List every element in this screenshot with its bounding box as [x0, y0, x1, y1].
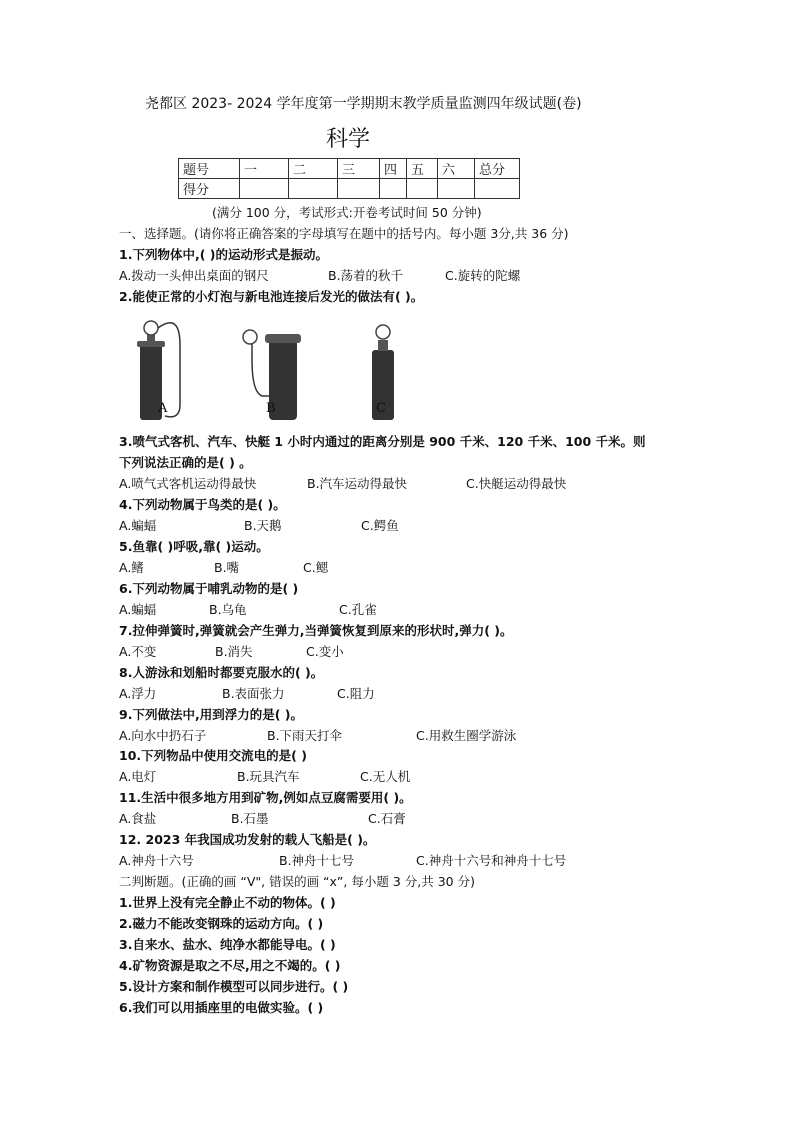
q4-option-a[interactable]: A.蝙蝠	[119, 518, 157, 533]
q12-option-a[interactable]: A.神舟十六号	[119, 853, 194, 868]
q6-stem: 6.下列动物属于哺乳动物的是( )	[119, 581, 299, 596]
q7-option-b[interactable]: B.消失	[215, 644, 253, 659]
figure-label-b: B	[266, 401, 276, 416]
q7-option-a[interactable]: A.不变	[119, 644, 157, 659]
judgment-item[interactable]: 1.世界上没有完全静止不动的物体。( )	[119, 895, 336, 910]
q9-option-a[interactable]: A.向水中扔石子	[119, 728, 207, 743]
q6-option-a[interactable]: A.蝙蝠	[119, 602, 157, 617]
q9-stem: 9.下列做法中,用到浮力的是( )。	[119, 707, 303, 722]
bulb-icon	[243, 330, 257, 344]
q3-option-a[interactable]: A.喷气式客机运动得最快	[119, 476, 257, 491]
q1-option-c[interactable]: C.旋转的陀螺	[445, 268, 521, 283]
table-cell: 题号	[179, 159, 240, 179]
q12-option-b[interactable]: B.神舟十七号	[279, 853, 355, 868]
figure-label-c: C	[376, 401, 386, 416]
table-cell: 五	[407, 159, 438, 179]
judgment-item[interactable]: 3.自来水、盐水、纯净水都能导电。( )	[119, 937, 336, 952]
q8-option-a[interactable]: A.浮力	[119, 686, 157, 701]
q6-option-b[interactable]: B.乌龟	[209, 602, 247, 617]
table-cell: 一	[240, 159, 289, 179]
bulb-icon	[144, 321, 158, 335]
q1-stem: 1.下列物体中,( )的运动形式是振动。	[119, 247, 328, 262]
section2-heading: 二判断题。(正确的画 “V", 错误的画 “x”, 每小题 3 分,共 30 分)	[119, 874, 475, 889]
table-cell: 四	[380, 159, 407, 179]
judgment-item[interactable]: 5.设计方案和制作模型可以同步进行。( )	[119, 979, 349, 994]
q11-option-a[interactable]: A.食盐	[119, 811, 157, 826]
q4-option-c[interactable]: C.鳄鱼	[361, 518, 399, 533]
q11-stem: 11.生活中很多地方用到矿物,例如点豆腐需要用( )。	[119, 790, 412, 805]
q7-option-c[interactable]: C.变小	[306, 644, 344, 659]
battery-cap-icon	[265, 334, 301, 343]
table-cell: 二	[289, 159, 338, 179]
table-cell: 总分	[475, 159, 520, 179]
q3-option-b[interactable]: B.汽车运动得最快	[307, 476, 408, 491]
figure-label-a: A	[158, 401, 168, 416]
q8-option-b[interactable]: B.表面张力	[222, 686, 285, 701]
q10-option-c[interactable]: C.无人机	[360, 769, 411, 784]
q1-option-b[interactable]: B.荡着的秋千	[328, 268, 404, 283]
q8-option-c[interactable]: C.阻力	[337, 686, 375, 701]
q3-stem-line2: 下列说法正确的是( ) 。	[119, 455, 252, 470]
q6-option-c[interactable]: C.孔雀	[339, 602, 377, 617]
q11-option-c[interactable]: C.石膏	[368, 811, 406, 826]
q5-option-a[interactable]: A.鳍	[119, 560, 144, 575]
judgment-item[interactable]: 2.磁力不能改变钢珠的运动方向。( )	[119, 916, 324, 931]
q5-stem: 5.鱼靠( )呼吸,靠( )运动。	[119, 539, 269, 554]
q12-option-c[interactable]: C.神舟十六号和神舟十七号	[416, 853, 567, 868]
q10-option-a[interactable]: A.电灯	[119, 769, 157, 784]
q3-option-c[interactable]: C.快艇运动得最快	[466, 476, 567, 491]
q5-option-c[interactable]: C.鳃	[303, 560, 329, 575]
table-cell: 六	[438, 159, 475, 179]
judgment-item[interactable]: 4.矿物资源是取之不尽,用之不竭的。( )	[119, 958, 341, 973]
judgment-item[interactable]: 6.我们可以用插座里的电做实验。( )	[119, 1000, 324, 1015]
q1-option-a[interactable]: A.拨动一头伸出桌面的钢尺	[119, 268, 269, 283]
q9-option-b[interactable]: B.下雨天打伞	[267, 728, 343, 743]
subject-title: 科学	[326, 127, 371, 152]
table-cell: 得分	[179, 179, 240, 199]
q11-option-b[interactable]: B.石墨	[231, 811, 269, 826]
exam-title: 尧都区 2023- 2024 学年度第一学期期末教学质量监测四年级试题(卷)	[145, 96, 582, 112]
q3-stem-line1: 3.喷气式客机、汽车、快艇 1 小时内通过的距离分别是 900 千米、120 千米、100 千米。则	[119, 434, 646, 449]
bulb-icon	[376, 325, 390, 339]
q12-stem: 12. 2023 年我国成功发射的载人飞船是( )。	[119, 832, 376, 847]
table-cell: 三	[338, 159, 380, 179]
q4-stem: 4.下列动物属于鸟类的是( )。	[119, 497, 286, 512]
q10-stem: 10.下列物品中使用交流电的是( )	[119, 748, 307, 763]
section1-heading: 一、选择题。(请你将正确答案的字母填写在题中的括号内。每小题 3分,共 36 分)	[119, 226, 569, 241]
q9-option-c[interactable]: C.用救生圈学游泳	[416, 728, 517, 743]
exam-note: (满分 100 分，考试形式:开卷考试时间 50 分钟)	[212, 205, 482, 220]
q2-stem: 2.能使正常的小灯泡与新电池连接后发光的做法有( )。	[119, 289, 424, 304]
q5-option-b[interactable]: B.嘴	[214, 560, 240, 575]
battery-terminal-icon	[378, 340, 388, 351]
q10-option-b[interactable]: B.玩具汽车	[237, 769, 300, 784]
q4-option-b[interactable]: B.天鹅	[244, 518, 282, 533]
q8-stem: 8.人游泳和划船时都要克服水的( )。	[119, 665, 324, 680]
q7-stem: 7.拉伸弹簧时,弹簧就会产生弹力,当弹簧恢复到原来的形状时,弹力( )。	[119, 623, 513, 638]
wire-icon	[252, 344, 270, 396]
